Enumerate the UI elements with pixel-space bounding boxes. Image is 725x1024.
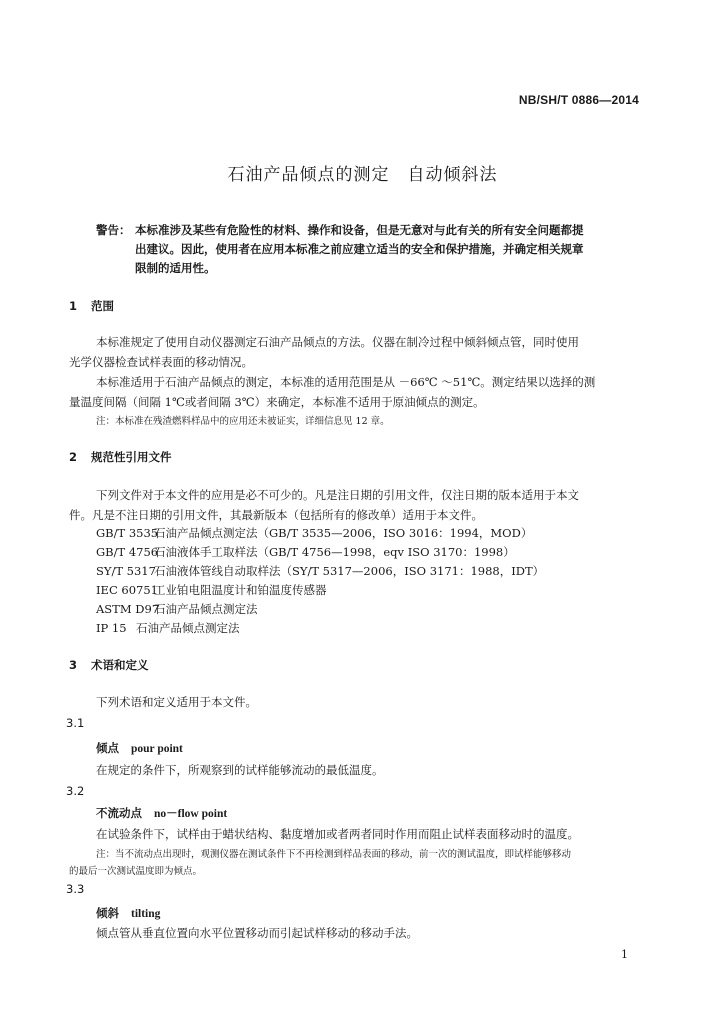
section-1-heading — [69, 298, 114, 314]
term-definition: 在试验条件下，试样由于蜡状结构、黏度增加或者两者同时作用而阻止试样表面移动时的温度。 — [96, 827, 579, 841]
document-title: 石油产品倾点的测定 自动倾斜法 — [227, 165, 498, 185]
section-1-p1-line1: 本标准规定了使用自动仪器测定石油产品倾点的方法。仪器在制冷过程中倾斜倾点管，同时使用 — [96, 335, 579, 349]
term-number: 3.3 — [66, 882, 85, 896]
term-heading — [96, 905, 160, 921]
reference-item — [96, 582, 327, 598]
term-zh: 不流动点 — [96, 806, 142, 820]
reference-text: 石油液体管线自动取样法（SY/T 5317—2006，ISO 3171：1988，IDT） — [154, 564, 545, 578]
term-en: pour point — [131, 743, 183, 755]
reference-text: 石油产品倾点测定法 — [154, 602, 258, 616]
section-3-heading — [69, 657, 149, 673]
reference-code: ASTM D97 — [96, 602, 160, 616]
section-2-title: 规范性引用文件 — [91, 450, 172, 464]
reference-code: IEC 60751 — [96, 583, 158, 597]
reference-item — [96, 563, 544, 579]
warning-line-1: 本标准涉及某些有危险性的材料、操作和设备，但是无意对与此有关的所有安全问题都提 — [135, 223, 584, 237]
section-1-number: 1 — [69, 299, 78, 313]
section-3-note-line2: 的最后一次测试温度即为倾点。 — [69, 866, 203, 877]
warning-label: 警告： — [96, 223, 131, 237]
reference-code: IP 15 — [96, 621, 127, 635]
term-zh: 倾点 — [96, 741, 119, 755]
term-definition: 在规定的条件下，所观察到的试样能够流动的最低温度。 — [96, 763, 384, 777]
section-1-p2-line2: 量温度间隔（间隔 1℃或者间隔 3℃）来确定，本标准不适用于原油倾点的测定。 — [69, 395, 485, 409]
section-3-number: 3 — [69, 658, 78, 672]
reference-code: SY/T 5317 — [96, 564, 156, 578]
section-1-p1-line2: 光学仪器检查试样表面的移动情况。 — [69, 355, 253, 369]
term-zh: 倾斜 — [96, 906, 119, 920]
page-number: 1 — [621, 948, 628, 961]
section-2-intro-line2: 件。凡是不注日期的引用文件，其最新版本（包括所有的修改单）适用于本文件。 — [69, 508, 483, 522]
section-2-heading — [69, 449, 172, 465]
reference-item — [96, 525, 532, 541]
section-3-title: 术语和定义 — [91, 658, 149, 672]
section-1-note: 注：本标准在残渣燃料样品中的应用还未被证实，详细信息见 12 章。 — [96, 416, 390, 427]
reference-code: GB/T 3535 — [96, 526, 159, 540]
warning-line-2: 出建议。因此，使用者在应用本标准之前应建立适当的安全和保护措施，并确定相关规章 — [135, 242, 584, 256]
term-number: 3.1 — [66, 716, 85, 730]
reference-text: 石油产品倾点测定法 — [136, 621, 240, 635]
section-2-number: 2 — [69, 450, 78, 464]
reference-item — [96, 620, 240, 636]
section-2-intro-line1: 下列文件对于本文件的应用是必不可少的。凡是注日期的引用文件，仅注日期的版本适用于本文 — [96, 488, 579, 502]
reference-item — [96, 601, 258, 617]
reference-code: GB/T 4756 — [96, 545, 159, 559]
reference-text: 石油产品倾点测定法（GB/T 3535—2006，ISO 3016：1994，MOD） — [154, 526, 533, 540]
section-1-p2-line1: 本标准适用于石油产品倾点的测定，本标准的适用范围是从 －66℃ ～51℃。测定结果以选择的测 — [96, 375, 596, 389]
section-1-title: 范围 — [91, 299, 114, 313]
term-heading — [96, 805, 227, 821]
reference-text: 石油液体手工取样法（GB/T 4756—1998，eqv ISO 3170：1998） — [154, 545, 515, 559]
term-heading — [96, 740, 183, 756]
section-3-note-line1: 注：当不流动点出现时，观测仪器在测试条件下不再检测到样品表面的移动，前一次的测试温度，即试样能够移动 — [96, 849, 572, 860]
warning-line-3: 限制的适用性。 — [135, 261, 216, 275]
term-en: tilting — [131, 908, 161, 920]
standard-number: NB/SH/T 0886—2014 — [518, 93, 639, 107]
section-3-intro: 下列术语和定义适用于本文件。 — [96, 695, 257, 709]
reference-text: 工业铂电阻温度计和铂温度传感器 — [154, 583, 327, 597]
term-en: no－flow point — [154, 808, 228, 820]
reference-item — [96, 544, 515, 560]
term-number: 3.2 — [66, 784, 85, 798]
term-definition: 倾点管从垂直位置向水平位置移动而引起试样移动的移动手法。 — [96, 926, 418, 940]
